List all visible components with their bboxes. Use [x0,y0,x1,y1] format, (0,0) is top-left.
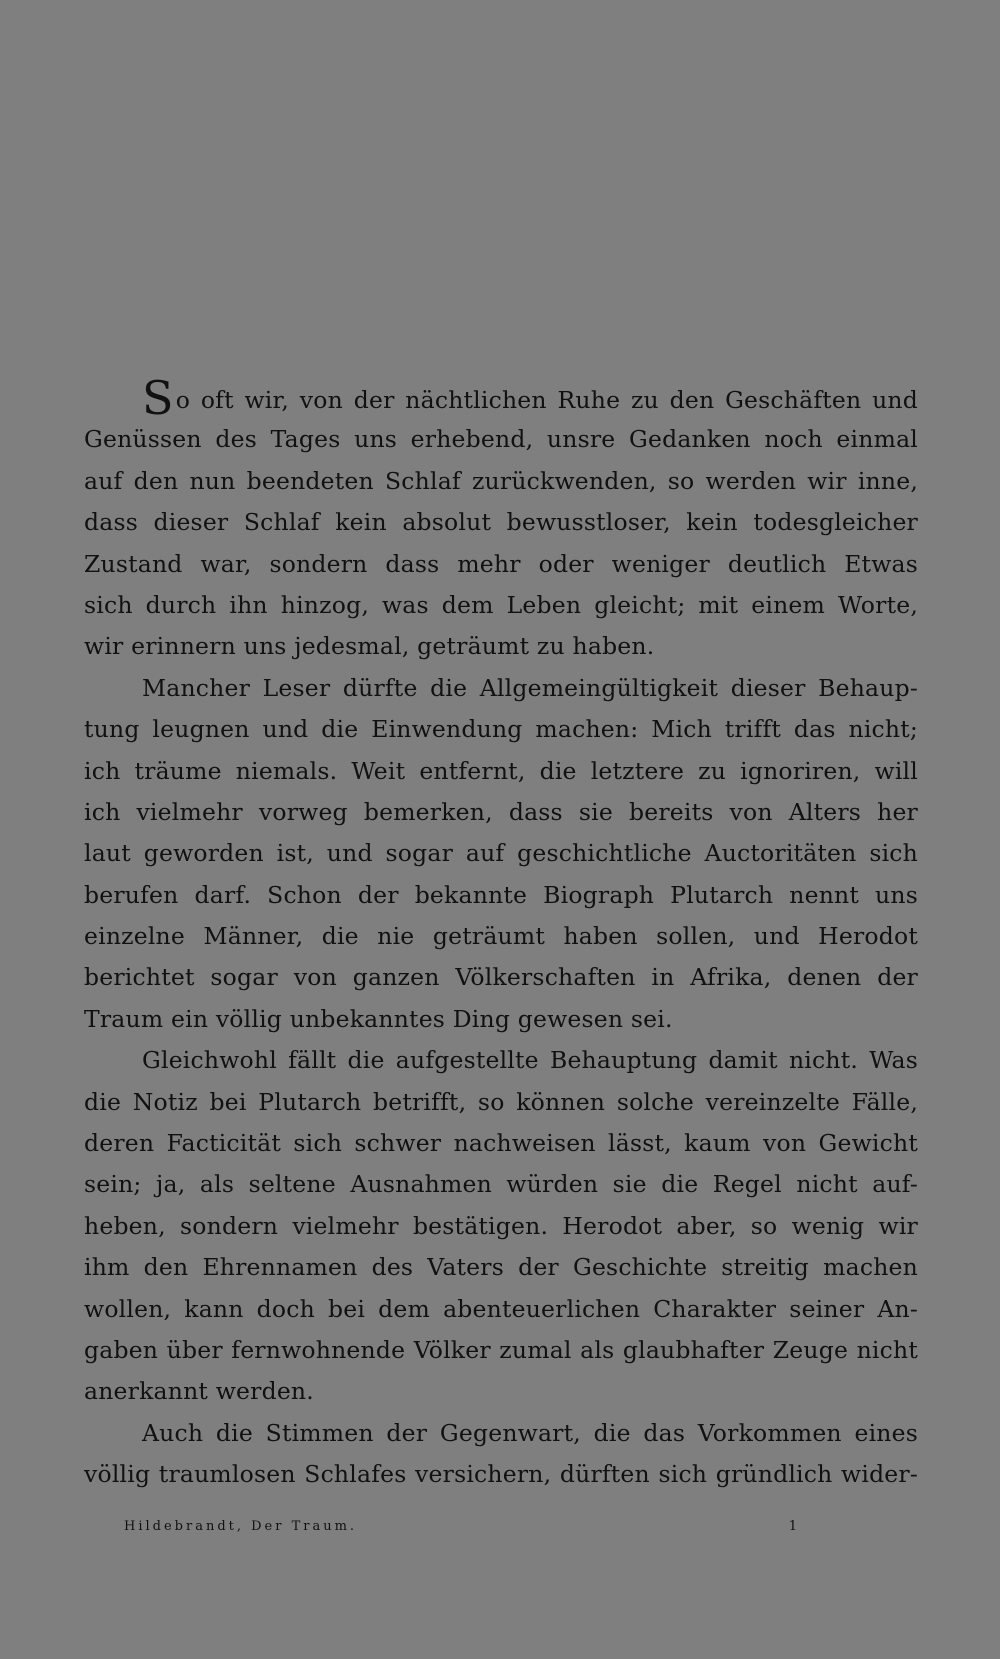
text-line-6: sich durch ihn hinzog, was dem Leben gleicht; mit einem Worte, [84,590,918,619]
sheet-number: 1 [788,1519,800,1534]
text-line-3: auf den nun beendeten Schlaf zurückwenden, so werden wir inne, [84,466,918,495]
text-line-11: ich vielmehr vorweg bemerken, dass sie bereits von Alters her [84,797,918,826]
printer-signature: Hildebrandt, Der Traum. [124,1519,358,1534]
text-line-24: gaben über fernwohnende Völker zumal als glaubhafter Zeuge nicht [84,1335,918,1364]
page-footer [124,1519,800,1543]
text-line-9: tung leugnen und die Einwendung machen: Mich trifft das nicht; [84,715,918,744]
text-line-17: Gleichwohl fällt die aufgestellte Behauptung damit nicht. Was [142,1046,918,1075]
text-line-15: berichtet sogar von ganzen Völkerschaften in Afrika, denen der [84,963,918,992]
text-line-4: dass dieser Schlaf kein absolut bewusstloser, kein todesgleicher [84,508,918,537]
text-line-19: deren Facticität sich schwer nachweisen lässt, kaum von Gewicht [84,1129,918,1158]
text-line-25: anerkannt werden. [84,1377,314,1406]
text-line-8: Mancher Leser dürfte die Allgemeingültigkeit dieser Behaup- [142,673,918,702]
text-line-12: laut geworden ist, und sogar auf geschichtliche Auctoritäten sich [84,839,918,868]
text-line-1: So oft wir, von der nächtlichen Ruhe zu den Geschäften und [142,371,918,425]
drop-capital: S [142,371,174,425]
text-line-27: völlig traumlosen Schlafes versichern, dürften sich gründlich wider- [84,1460,918,1489]
text-line-5: Zustand war, sondern dass mehr oder weniger deutlich Etwas [84,549,918,578]
text-line-22: ihm den Ehrennamen des Vaters der Geschichte streitig machen [84,1253,918,1282]
text-line-21: heben, sondern vielmehr bestätigen. Herodot aber, so wenig wir [84,1211,918,1240]
text-line-16: Traum ein völlig unbekanntes Ding gewesen sei. [84,1004,673,1033]
text-line-10: ich träume niemals. Weit entfernt, die letztere zu ignoriren, will [84,756,918,785]
text-line-18: die Notiz bei Plutarch betrifft, so können solche vereinzelte Fälle, [84,1087,918,1116]
text-line-20: sein; ja, als seltene Ausnahmen würden sie die Regel nicht auf- [84,1170,918,1199]
text-line-7: wir erinnern uns jedesmal, geträumt zu haben. [84,632,655,661]
text-line-14: einzelne Männer, die nie geträumt haben sollen, und Herodot [84,922,918,951]
text-line-26: Auch die Stimmen der Gegenwart, die das Vorkommen eines [142,1418,918,1447]
text-line-13: berufen darf. Schon der bekannte Biograph Plutarch nennt uns [84,880,918,909]
text-line-2: Genüssen des Tages uns erhebend, unsre Gedanken noch einmal [84,425,918,454]
text-line-23: wollen, kann doch bei dem abenteuerlichen Charakter seiner An- [84,1294,918,1323]
body-text [84,371,918,1496]
